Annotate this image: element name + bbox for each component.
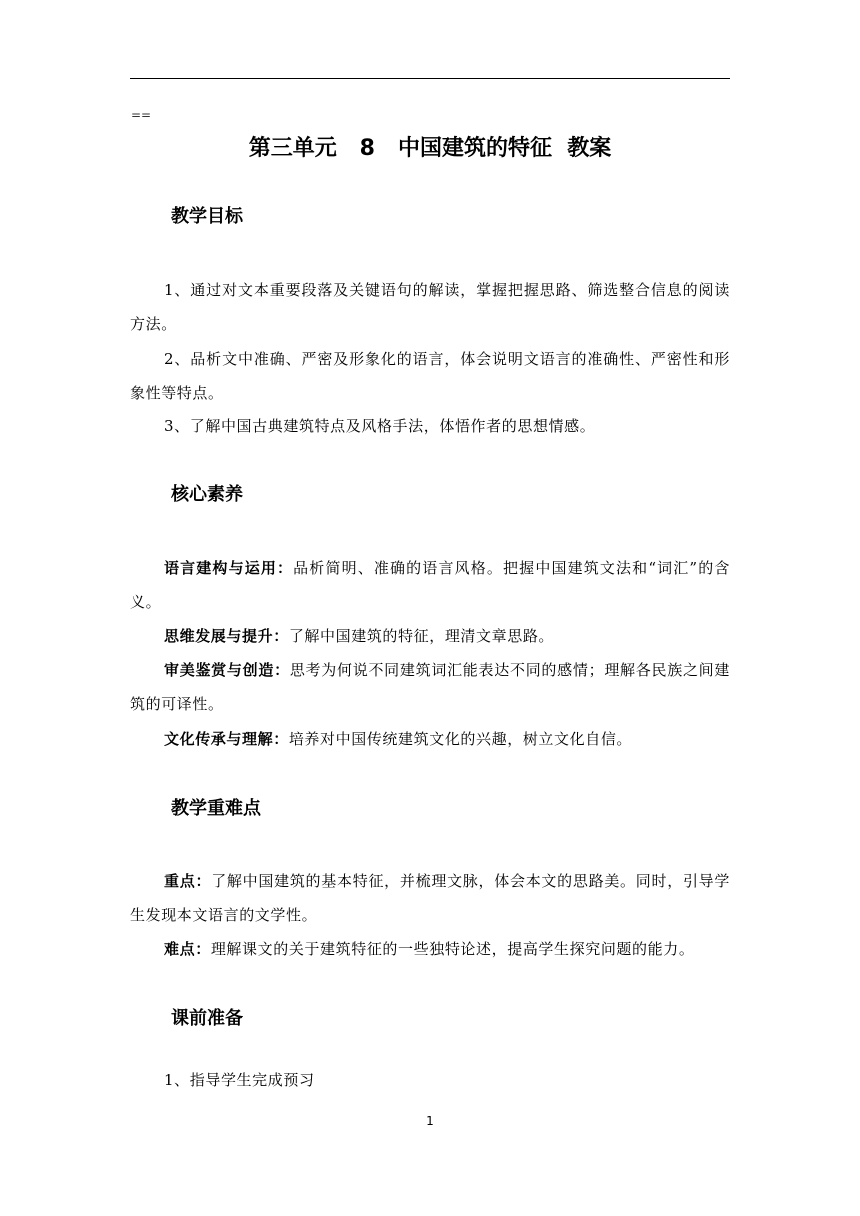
page-number: 1 bbox=[426, 1114, 434, 1128]
core-literacy-item-1 bbox=[130, 551, 730, 619]
section-heading-key-points: 教学重难点 bbox=[171, 798, 261, 819]
core-literacy-lead-3: 审美鉴赏与创造： bbox=[164, 661, 290, 679]
objective-item-3: 3、了解中国古典建筑特点及风格手法，体悟作者的思想情感。 bbox=[164, 417, 596, 435]
header-mark: == bbox=[131, 108, 152, 122]
objective-item-2: 2、品析文中准确、严密及形象化的语言，体会说明文语言的准确性、严密性和形象性等特点。 bbox=[130, 350, 730, 402]
key-point-text-1: 了解中国建筑的基本特征，并梳理文脉，体会本文的思路美。同时，引导学生发现本文语言的文学性。 bbox=[130, 872, 730, 924]
document-title: 第三单元 8 中国建筑的特征 教案 bbox=[248, 136, 612, 161]
core-literacy-item-2 bbox=[130, 619, 730, 653]
core-literacy-text-4: 培养对中国传统建筑文化的兴趣，树立文化自信。 bbox=[288, 730, 633, 748]
core-literacy-item-3 bbox=[130, 653, 730, 721]
key-point-item-2 bbox=[130, 932, 730, 966]
section-heading-preparation: 课前准备 bbox=[171, 1008, 243, 1029]
key-point-item-1 bbox=[130, 864, 730, 932]
core-literacy-lead-2: 思维发展与提升： bbox=[164, 627, 289, 645]
core-literacy-lead-4: 文化传承与理解： bbox=[164, 730, 289, 748]
core-literacy-text-3: 思考为何说不同建筑词汇能表达不同的感情；理解各民族之间建筑的可译性。 bbox=[130, 661, 730, 713]
preparation-item-1: 1、指导学生完成预习 bbox=[164, 1071, 315, 1089]
objective-item-1: 1、通过对文本重要段落及关键语句的解读，掌握把握思路、筛选整合信息的阅读方法。 bbox=[130, 281, 730, 333]
key-point-text-2: 理解课文的关于建筑特征的一些独特论述，提高学生探究问题的能力。 bbox=[210, 940, 695, 958]
header-rule bbox=[130, 78, 730, 79]
section-heading-objectives: 教学目标 bbox=[171, 206, 243, 227]
key-point-lead-2: 难点： bbox=[164, 940, 211, 958]
section-heading-core-literacy: 核心素养 bbox=[171, 484, 243, 505]
core-literacy-lead-1: 语言建构与运用： bbox=[164, 559, 294, 577]
key-point-lead-1: 重点： bbox=[164, 872, 212, 890]
core-literacy-text-1: 品析简明、准确的语言风格。把握中国建筑文法和“词汇”的含义。 bbox=[130, 559, 730, 611]
core-literacy-text-2: 了解中国建筑的特征，理清文章思路。 bbox=[288, 627, 555, 645]
core-literacy-item-4 bbox=[130, 722, 730, 756]
